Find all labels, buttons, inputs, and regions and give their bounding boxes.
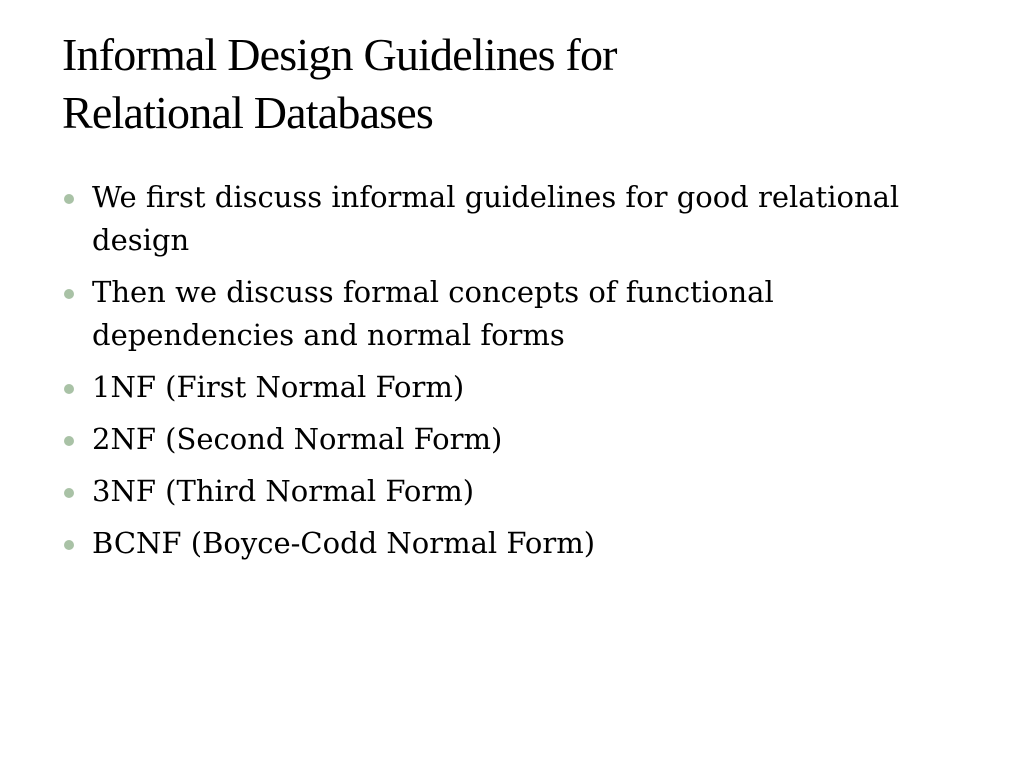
bullet-dot-icon	[64, 488, 74, 498]
slide-title	[62, 26, 962, 142]
bullet-text: 2NF (Second Normal Form)	[92, 422, 503, 456]
bullet-item	[62, 522, 942, 565]
bullet-dot-icon	[64, 540, 74, 550]
slide-title-line-1: Informal Design Guidelines for	[62, 29, 617, 80]
bullet-text: We first discuss informal guidelines for good relational design	[92, 180, 900, 257]
bullet-dot-icon	[64, 436, 74, 446]
slide-title-line-2: Relational Databases	[62, 87, 434, 138]
bullet-dot-icon	[64, 289, 74, 299]
bullet-text: Then we discuss formal concepts of functional dependencies and normal forms	[92, 275, 774, 352]
bullet-text: 1NF (First Normal Form)	[92, 370, 465, 404]
bullet-item	[62, 271, 942, 357]
bullet-dot-icon	[64, 384, 74, 394]
bullet-item	[62, 366, 942, 409]
bullet-item	[62, 470, 942, 513]
bullet-item	[62, 176, 942, 262]
bullet-list	[62, 176, 942, 574]
bullet-text: BCNF (Boyce-Codd Normal Form)	[92, 526, 596, 560]
bullet-dot-icon	[64, 194, 74, 204]
bullet-text: 3NF (Third Normal Form)	[92, 474, 475, 508]
bullet-item	[62, 418, 942, 461]
